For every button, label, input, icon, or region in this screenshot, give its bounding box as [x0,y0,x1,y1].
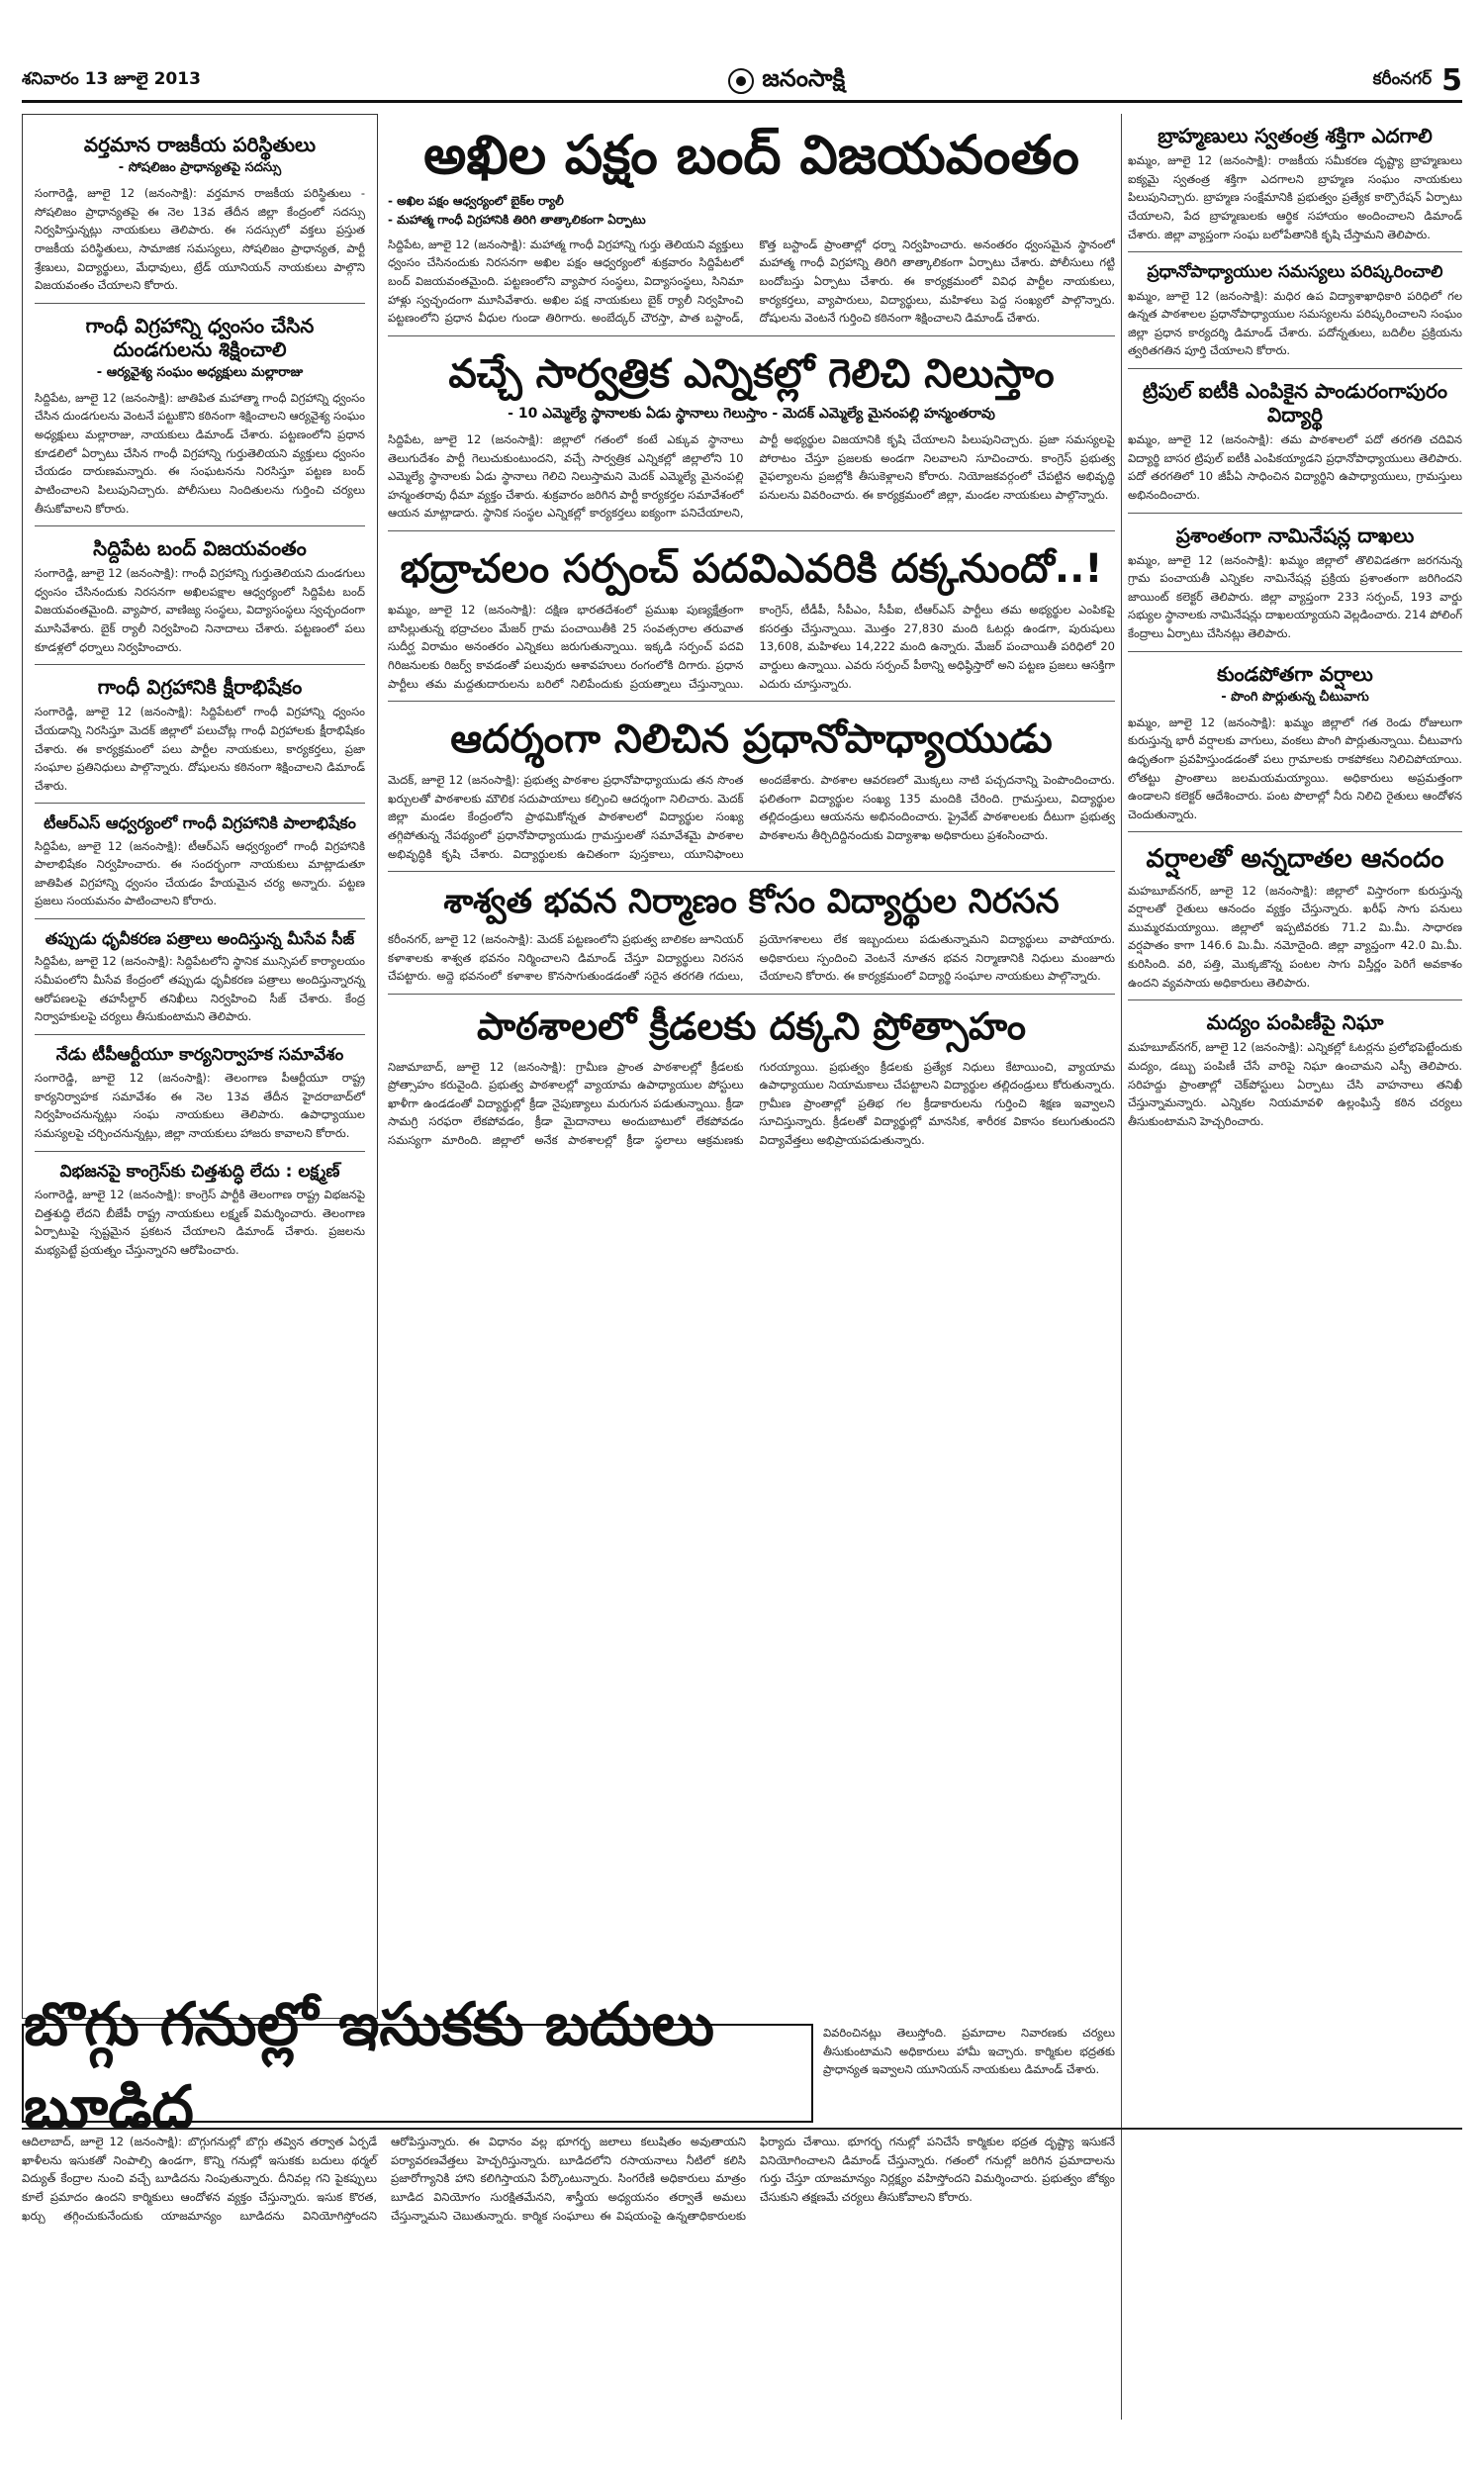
article-body: కరీంనగర్, జూలై 12 (జనంసాక్షి): మెదక్ పట్టణంలోని ప్రభుత్వ బాలికల జూనియర్ కళాశాలకు శాశ్వత భవనం నిర్మించాలని డిమాండ్ చేస్తూ విద్యార్థులు నిరసన చేపట్టారు. అద్దె భవనంలో కళాశాల కొనసాగుతుండడంతో సరైన తరగతి గదులు, ప్రయోగశాలలు లేక ఇబ్బందులు పడుతున్నామని విద్యార్థులు వాపోయారు. అధికారులు స్పందించి వెంటనే నూతన భవన నిర్మాణానికి నిధులు మంజూరు చేయాలని కోరారు. ఈ కార్యక్రమంలో విద్యార్థి సంఘాల నాయకులు పాల్గొన్నారు. [388,932,1115,984]
article-brahmins [1128,124,1462,243]
article-bhadrachalam-sarpanch [388,545,1115,693]
article-liquor-watch [1128,1010,1462,1130]
article-trs-palabhishekam [35,813,365,910]
subheadline: - అఖిల పక్షం ఆధ్వర్యంలో బైక్‌ల ర్యాలీ [388,193,564,208]
article-body: ఖమ్మం, జూలై 12 (జనంసాక్షి): ఖమ్మం జిల్లాలో తొలివిడతగా జరగనున్న గ్రామ పంచాయతీ ఎన్నికల నామినేషన్ల ప్రక్రియ ప్రశాంతంగా జరిగిందని జాయింట్ కలెక్టర్ తెలిపారు. జిల్లా వ్యాప్తంగా 233 సర్పంచ్, 193 వార్డు సభ్యుల స్థానాలకు నామినేషన్లు దాఖలయ్యాయని వెల్లడించారు. 214 పోలింగ్ కేంద్రాలు ఏర్పాటు చేసినట్లు తెలిపారు. [1128,552,1462,641]
article-body: ఖమ్మం, జూలై 12 (జనంసాక్షి): మధిర ఉప విద్యాశాఖాధికారి పరిధిలో గల ఉన్నత పాఠశాలల ప్రధానోపాధ్యాయుల సమస్యలను పరిష్కరించాలని సంఘం జిల్లా ప్రధాన కార్యదర్శి డిమాండ్ చేశారు. పదోన్నతులు, బదిలీల ప్రక్రియను త్వరితగతిన పూర్తి చేయాలని కోరారు. [1128,288,1462,358]
article-body: మహబూబ్‌నగర్, జూలై 12 (జనంసాక్షి): ఎన్నికల్లో ఓటర్లను ప్రలోభపెట్టేందుకు మద్యం, డబ్బు పంపిణీ చేసే వారిపై నిఘా ఉంచామని ఎస్పీ తెలిపారు. సరిహద్దు ప్రాంతాల్లో చెక్‌పోస్టులు ఏర్పాటు చేసి వాహనాలు తనిఖీ చేస్తున్నామన్నారు. ఎన్నికల నియమావళి ఉల్లంఘిస్తే కఠిన చర్యలు తీసుకుంటామని హెచ్చరించారు. [1128,1040,1462,1128]
article-ksheerabhishekam [35,675,365,795]
article-body: సిద్దిపేట, జూలై 12 (జనంసాక్షి): టీఆర్‌ఎస్ ఆధ్వర్యంలో గాంధీ విగ్రహానికి పాలాభిషేకం నిర్వహించారు. ఈ సందర్భంగా నాయకులు మాట్లాడుతూ జాతిపిత విగ్రహాన్ని ధ్వంసం చేయడం హేయమైన చర్య అన్నారు. పట్టణ ప్రజలు సంయమనం పాటించాలని కోరారు. [35,838,365,908]
headline: వర్షాలతో అన్నదాతల ఆనందం [1146,844,1444,875]
headline: ట్రిపుల్ ఐటీకి ఎంపికైన పాండురంగాపురం విద్యార్థి [1143,379,1447,428]
headline: వర్తమాన రాజకీయ పరిస్థితులు [83,133,317,156]
article-body: సంగారెడ్డి, జూలై 12 (జనంసాక్షి): తెలంగాణ పీఆర్టీయూ రాష్ట్ర కార్యనిర్వాహక సమావేశం ఈ నెల 13వ తేదీన హైదరాబాద్‌లో నిర్వహించనున్నట్లు సంఘ నాయకులు తెలిపారు. ఉపాధ్యాయుల సమస్యలపై చర్చించనున్నట్లు, జిల్లా నాయకులు హాజరు కావాలని కోరారు. [35,1071,365,1141]
headline: సిద్దిపేట బంద్ విజయవంతం [93,536,307,561]
article-tprtu-meeting [35,1045,365,1143]
paper-name: జనంసాక్షి [762,63,846,92]
article-body: మెదక్, జూలై 12 (జనంసాక్షి): ప్రభుత్వ పాఠశాల ప్రధానోపాధ్యాయుడు తన సొంత ఖర్చులతో పాఠశాలకు మౌలిక సదుపాయాలు కల్పించి ఆదర్శంగా నిలిచారు. మెదక్ జిల్లా మండల కేంద్రంలోని ప్రాథమికోన్నత పాఠశాలలో విద్యార్థుల సంఖ్య తగ్గిపోతున్న నేపథ్యంలో ప్రధానోపాధ్యాయుడు గ్రామస్తులతో సమావేశమై పాఠశాల అభివృద్ధికి కృషి చేశారు. విద్యార్థులకు ఉచితంగా పుస్తకాలు, యూనిఫాంలు అందజేశారు. పాఠశాల ఆవరణలో మొక్కలు నాటి పచ్చదనాన్ని పెంపొందించారు. ఫలితంగా విద్యార్థుల సంఖ్య 135 మందికి చేరింది. గ్రామస్తులు, విద్యార్థుల తల్లిదండ్రులు ఆయనను అభినందించారు. ప్రైవేట్ పాఠశాలలకు దీటుగా ప్రభుత్వ పాఠశాలను తీర్చిదిద్దినందుకు విద్యాశాఖ అధికారులు ప్రశంసించారు. [388,773,1115,861]
article-body: సిద్దిపేట, జూలై 12 (జనంసాక్షి): జాతిపిత మహాత్మా గాంధీ విగ్రహాన్ని ధ్వంసం చేసిన దుండగులను వెంటనే పట్టుకొని కఠినంగా శిక్షించాలని ఆర్యవైశ్య సంఘం అధ్యక్షులు మల్లారాజు, నాయకులు డిమాండ్ చేశారు. పట్టణంలోని ప్రధాన కూడలిలో ఏర్పాటు చేసిన గాంధీ విగ్రహాన్ని గుర్తుతెలియని వ్యక్తులు ధ్వంసం చేయడం దారుణమన్నారు. ఈ సంఘటనను నిరసిస్తూ పట్టణ బంద్ పాటించాలని పిలుపునిచ్చారు. పోలీసులు నిందితులను గుర్తించి చర్యలు తీసుకోవాలని కోరారు. [35,390,365,516]
logo-emblem-icon [728,68,754,94]
article-body: సంగారెడ్డి, జూలై 12 (జనంసాక్షి): సిద్దిపేటలో గాంధీ విగ్రహాన్ని ధ్వంసం చేయడాన్ని నిరసిస్తూ మెదక్ జిల్లాలో పలుచోట్ల గాంధీ విగ్రహాలకు క్షీరాభిషేకం చేశారు. ఈ కార్యక్రమంలో పలు పార్టీల నాయకులు, కార్యకర్తలు, ప్రజా సంఘాల ప్రతినిధులు పాల్గొన్నారు. దోషులను కఠినంగా శిక్షించాలని డిమాండ్ చేశారు. [35,705,365,793]
headline: గాంధీ విగ్రహాన్ని ధ్వంసం చేసిన దుండగులను శిక్షించాలి [85,313,315,361]
bottom-story-side-text [823,2024,1115,2123]
article-body: నిజామాబాద్, జూలై 12 (జనంసాక్షి): గ్రామీణ ప్రాంత పాఠశాలల్లో క్రీడలకు ప్రోత్సాహం కరువైంది. ప్రభుత్వ పాఠశాలల్లో వ్యాయామ ఉపాధ్యాయుల పోస్టులు ఖాళీగా ఉండడంతో విద్యార్థుల్లో క్రీడా నైపుణ్యాలు మరుగున పడుతున్నాయి. క్రీడా సామగ్రి సరఫరా లేకపోవడం, క్రీడా మైదానాలు అందుబాటులో లేకపోవడం సమస్యగా మారింది. జిల్లాలో అనేక పాఠశాలల్లో క్రీడా స్థలాలు ఆక్రమణకు గురయ్యాయి. ప్రభుత్వం క్రీడలకు ప్రత్యేక నిధులు కేటాయించి, వ్యాయామ ఉపాధ్యాయుల నియామకాలు చేపట్టాలని విద్యార్థుల తల్లిదండ్రులు కోరుతున్నారు. గ్రామీణ ప్రాంతాల్లో ప్రతిభ గల క్రీడాకారులను గుర్తించి శిక్షణ ఇవ్వాలని సూచిస్తున్నారు. క్రీడలతో విద్యార్థుల్లో మానసిక, శారీరక వికాసం కలుగుతుందని విద్యావేత్తలు అభిప్రాయపడుతున్నారు. [388,1059,1115,1148]
article-body: సిద్దిపేట, జూలై 12 (జనంసాక్షి): మహాత్మ గాంధీ విగ్రహాన్ని గుర్తు తెలియని వ్యక్తులు ధ్వంసం చేసినందుకు నిరసనగా అఖిల పక్షం ఆధ్వర్యంలో శుక్రవారం సిద్దిపేటలో బంద్‌ విజయవంతమైంది. పట్టణంలోని వ్యాపార సంస్థలు, విద్యాసంస్థలు, సినిమా హాళ్లు స్వచ్ఛందంగా మూసివేశారు. అఖిల పక్ష నాయకులు బైక్‌ ర్యాలీ నిర్వహించి పట్టణంలోని ప్రధాన వీధుల గుండా తిరిగారు. అంబేద్కర్‌ చౌరస్తా, పాత బస్టాండ్‌, కొత్త బస్టాండ్‌ ప్రాంతాల్లో ధర్నా నిర్వహించారు. అనంతరం ధ్వంసమైన స్థానంలో మహాత్మ గాంధీ విగ్రహాన్ని తిరిగి తాత్కాలికంగా ఏర్పాటు చేశారు. పోలీసులు గట్టి బందోబస్తు ఏర్పాటు చేశారు. ఈ కార్యక్రమంలో వివిధ పార్టీల నాయకులు, కార్యకర్తలు, వ్యాపారులు, విద్యార్థులు, మహిళలు పెద్ద సంఖ్యలో పాల్గొన్నారు. దోషులను వెంటనే గుర్తించి కఠినంగా శిక్షించాలని డిమాండ్‌ చేశారు. [388,237,1115,326]
article-body: సంగారెడ్డి, జూలై 12 (జనంసాక్షి): కాంగ్రెస్ పార్టీకి తెలంగాణ రాష్ట్ర విభజనపై చిత్తశుద్ధి లేదని బీజేపీ రాష్ట్ర నాయకులు లక్ష్మణ్ విమర్శించారు. తెలంగాణ ఏర్పాటుపై స్పష్టమైన ప్రకటన చేయాలని డిమాండ్ చేశారు. ప్రజలను మభ్యపెట్టే ప్రయత్నం చేస్తున్నారని ఆరోపించారు. [35,1188,365,1257]
headline: నేడు టీపీఆర్టీయూ కార్యనిర్వాహక సమావేశం [55,1044,344,1065]
subheadline: - సోషలిజం ప్రాధాన్యతపై సదస్సు [118,160,282,175]
subheadline: - 10 ఎమ్మెల్యే స్థానాలకు ఏడు స్థానాలు గెలుస్తాం - మెదక్ ఎమ్మెల్యే మైనంపల్లి హన్మంతరావు [508,405,995,422]
article-body: సిద్దిపేట, జూలై 12 (జనంసాక్షి): జిల్లాలో గతంలో కంటే ఎక్కువ స్థానాలు తెలుగుదేశం పార్టీ గెలుచుకుంటుందని, వచ్చే సార్వత్రిక ఎన్నికల్లో జిల్లాలోని 10 ఎమ్మెల్యే స్థానాలకు ఏడు స్థానాలు గెలిచి నిలుస్తామని మెదక్ ఎమ్మెల్యే మైనంపల్లి హన్మంతరావు ధీమా వ్యక్తం చేశారు. శుక్రవారం జరిగిన పార్టీ కార్యకర్తల సమావేశంలో ఆయన మాట్లాడారు. స్థానిక సంస్థల ఎన్నికల్లో కార్యకర్తలు ఐక్యంగా పనిచేయాలని, పార్టీ అభ్యర్థుల విజయానికి కృషి చేయాలని పిలుపునిచ్చారు. ప్రజా సమస్యలపై పోరాటం చేస్తూ ప్రజలకు అండగా నిలవాలని సూచించారు. కాంగ్రెస్ ప్రభుత్వ వైఫల్యాలను ప్రజల్లోకి తీసుకెళ్లాలని కోరారు. నియోజకవర్గంలో చేపట్టిన అభివృద్ధి పనులను వివరించారు. ఈ కార్యక్రమంలో జిల్లా, మండల నాయకులు పాల్గొన్నారు. [388,431,1115,521]
article-model-headmaster [388,715,1115,863]
headline: ప్రశాంతంగా నామినేషన్ల దాఖలు [1175,523,1415,547]
article-political-situation [35,133,365,295]
edition-block [1373,63,1462,98]
article-gandhi-statue-punish [35,314,365,518]
article-laxman-congress [35,1162,365,1260]
edition-name: కరీంనగర్ [1372,68,1433,89]
lead-headline: అఖిల పక్షం బంద్ విజయవంతం [423,124,1079,186]
article-students-protest [388,882,1115,986]
headline: శాశ్వత భవన నిర్మాణం కోసం విద్యార్థుల నిరసన [443,882,1060,922]
subheadline: - ఆర్యవైశ్య సంఘం అధ్యక్షులు మల్లారాజు [96,364,304,380]
article-body: సంగారెడ్డి, జూలై 12 (జనంసాక్షి): వర్తమాన రాజకీయ పరిస్థితులు - సోషలిజం ప్రాధాన్యతపై ఈ నెల 13వ తేదీన జిల్లా కేంద్రంలో సదస్సు నిర్వహిస్తున్నట్లు నాయకులు తెలిపారు. ఈ సదస్సులో వక్తలు ప్రస్తుత రాజకీయ పరిస్థితులు, సామాజిక సమస్యలు, సోషలిజం ప్రాధాన్యత, పార్టీ శ్రేణులు, విద్యార్థులు, మేధావులు, ట్రేడ్ యూనియన్ నాయకులు పాల్గొని విజయవంతం చేయాలని కోరారు. [35,186,365,293]
article-body: ఆదిలాబాద్, జూలై 12 (జనంసాక్షి): బొగ్గుగనుల్లో బొగ్గు తవ్విన తర్వాత ఏర్పడే ఖాళీలను ఇసుకతో నింపాల్సి ఉండగా, కొన్ని గనుల్లో ఇసుకకు బదులు థర్మల్ విద్యుత్ కేంద్రాల నుంచి వచ్చే బూడిదను నింపుతున్నారు. దీనివల్ల గని పైకప్పులు కూలే ప్రమాదం ఉందని కార్మికులు ఆందోళన వ్యక్తం చేస్తున్నారు. ఇసుక కొరత, ఖర్చు తగ్గించుకునేందుకు యాజమాన్యం బూడిదను వినియోగిస్తోందని ఆరోపిస్తున్నారు. ఈ విధానం వల్ల భూగర్భ జలాలు కలుషితం అవుతాయని పర్యావరణవేత్తలు హెచ్చరిస్తున్నారు. బూడిదలోని రసాయనాలు నీటిలో కలిసి ప్రజారోగ్యానికి హాని కలిగిస్తాయని పేర్కొంటున్నారు. సింగరేణి అధికారులు మాత్రం బూడిద వినియోగం సురక్షితమేనని, శాస్త్రీయ అధ్యయనం తర్వాతే అమలు చేస్తున్నామని చెబుతున్నారు. కార్మిక సంఘాలు ఈ విషయంపై ఉన్నతాధికారులకు ఫిర్యాదు చేశాయి. భూగర్భ గనుల్లో పనిచేసే కార్మికుల భద్రత దృష్ట్యా ఇసుకనే వినియోగించాలని డిమాండ్ చేస్తున్నారు. గతంలో గనుల్లో జరిగిన ప్రమాదాలను గుర్తు చేస్తూ యాజమాన్యం నిర్లక్ష్యం వహిస్తోందని విమర్శించారు. ప్రభుత్వం జోక్యం చేసుకుని తక్షణమే చర్యలు తీసుకోవాలని కోరారు. [22,2135,1115,2223]
headline: టీఆర్‌ఎస్ ఆధ్వర్యంలో గాంధీ విగ్రహానికి పాలాభిషేకం [44,813,356,833]
article-farmers-joy [1128,844,1462,992]
article-body: ఖమ్మం, జూలై 12 (జనంసాక్షి): ఖమ్మం జిల్లాలో గత రెండు రోజులుగా కురుస్తున్న భారీ వర్షాలకు వాగులు, వంకలు పొంగి పొర్లుతున్నాయి. చీటువాగు ఉధృతంగా ప్రవహిస్తుండడంతో పలు గ్రామాలకు రాకపోకలు నిలిచిపోయాయి. లోతట్టు ప్రాంతాలు జలమయమయ్యాయి. అధికారులు అప్రమత్తంగా ఉండాలని కలెక్టర్ ఆదేశించారు. పంట పొలాల్లో నీరు నిలిచి రైతులు ఆందోళన చెందుతున్నారు. [1128,714,1462,821]
issue-date: శనివారం 13 జూలై 2013 [22,68,201,89]
article-triple-it-student [1128,379,1462,505]
article-body: మహబూబ్‌నగర్, జూలై 12 (జనంసాక్షి): జిల్లాలో విస్తారంగా కురుస్తున్న వర్షాలతో రైతులు ఆనందం వ్యక్తం చేస్తున్నారు. ఖరీఫ్ సాగు పనులు ముమ్మరమయ్యాయి. జిల్లాలో ఇప్పటివరకు 71.2 మి.మీ. సాధారణ వర్షపాతం కాగా 146.6 మి.మీ. నమోదైంది. జిల్లా వ్యాప్తంగా 42.0 మి.మీ. కురిసింది. వరి, పత్తి, మొక్కజొన్న పంటల సాగు విస్తీర్ణం పెరిగే అవకాశం ఉందని వ్యవసాయ అధికారులు తెలిపారు. [1128,883,1462,990]
headline: ఆదర్శంగా నిలిచిన ప్రధానోపాధ్యాయుడు [450,716,1053,763]
headline: విభజనపై కాంగ్రెస్‌కు చిత్తశుద్ధి లేదు : లక్ష్మణ్ [59,1161,340,1182]
article-body: ఖమ్మం, జూలై 12 (జనంసాక్షి): తమ పాఠశాలలో పదో తరగతి చదివిన విద్యార్థి బాసర ట్రిపుల్ ఐటీకి ఎంపికయ్యాడని ప్రధానోపాధ్యాయులు తెలిపారు. పదో తరగతిలో 10 జీపీఏ సాధించిన విద్యార్థిని ఉపాధ్యాయులు, గ్రామస్తులు అభినందించారు. [1128,432,1462,502]
bottom-story-body [22,2133,1115,2420]
headline: కుండపోతగా వర్షాలు [1217,661,1373,686]
masthead [22,61,1462,103]
article-general-elections [388,350,1115,523]
headline: గాంధీ విగ్రహానికి క్షీరాభిషేకం [97,675,303,700]
headline: మద్యం పంపిణీపై నిఘా [1206,1010,1384,1035]
article-body: ఖమ్మం, జూలై 12 (జనంసాక్షి): దక్షిణ భారతదేశంలో ప్రముఖ పుణ్యక్షేత్రంగా బాసిల్లుతున్న భద్రాచలం మేజర్ గ్రామ పంచాయితీకి 25 సంవత్సరాల తరువాత సుదీర్ఘ విరామం అనంతరం ఎన్నికలు జరుగుతున్నాయి. ఇక్కడి సర్పంచ్ పదవి గిరిజనులకు రిజర్వ్ కావడంతో పలువురు ఆశావహులు రంగంలోకి దిగారు. ప్రధాన పార్టీలు తమ మద్దతుదారులను బరిలో నిలిపేందుకు ప్రయత్నాలు చేస్తున్నాయి. కాంగ్రెస్, టీడీపీ, సీపీఎం, సీపీఐ, టీఆర్‌ఎస్ పార్టీలు తమ అభ్యర్థుల ఎంపికపై కసరత్తు చేస్తున్నాయి. మొత్తం 27,830 మంది ఓటర్లు ఉండగా, పురుషులు 13,608, మహిళలు 14,222 మంది ఉన్నారు. మేజర్ పంచాయితీ పరిధిలో 20 వార్డులు ఉన్నాయి. ఎవరు సర్పంచ్ పీఠాన్ని అధిష్ఠిస్తారో అని పట్టణ ప్రజలు ఆసక్తిగా ఎదురు చూస్తున్నారు. [388,603,1115,691]
headline: వచ్చే సార్వత్రిక ఎన్నికల్లో గెలిచి నిలుస్తాం [448,350,1055,397]
headline: ప్రధానోపాధ్యాయుల సమస్యలు పరిష్కరించాలి [1147,262,1443,283]
page-number: 5 [1441,63,1462,98]
right-column [1128,114,1462,2420]
article-school-sports [388,1004,1115,1150]
headline: భద్రాచలం సర్పంచ్ పదవిఎవరికి దక్కనుందో..! [400,546,1103,593]
headline: పాఠశాలలో క్రీడలకు దక్కని ప్రోత్సాహం [476,1003,1027,1048]
headline: తప్పుడు ధృవీకరణ పత్రాలు అందిస్తున్న మీసేవ సీజ్ [45,929,355,949]
headline: బ్రాహ్మణులు స్వతంత్ర శక్తిగా ఎదగాలి [1158,124,1433,147]
left-column [22,114,378,2019]
subheadline: - పొంగి పొర్లుతున్న చీటువాగు [1221,689,1369,705]
subheadline: - మహాత్మ గాంధీ విగ్రహానికి తిరిగి తాత్కాలికంగా ఏర్పాటు [388,212,646,227]
article-headmasters-issues [1128,262,1462,360]
headline: బొగ్గు గనుల్లో ఇసుకకు బదులు బూడిద [24,1990,715,2142]
middle-column [388,114,1115,2019]
article-body: సిద్దిపేట, జూలై 12 (జనంసాక్షి): సిద్దిపేటలోని స్థానిక మున్సిపల్ కార్యాలయం సమీపంలోని మీసేవ కేంద్రంలో తప్పుడు ధృవీకరణ పత్రాలు అందిస్తున్నారన్న ఆరోపణలపై తహసీల్దార్ తనిఖీలు నిర్వహించి సీజ్ చేశారు. కేంద్ర నిర్వాహకులపై చర్యలు తీసుకుంటామని తెలిపారు. [35,954,365,1024]
article-body: సంగారెడ్డి, జూలై 12 (జనంసాక్షి): గాంధీ విగ్రహాన్ని గుర్తుతెలియని దుండగులు ధ్వంసం చేసినందుకు నిరసనగా అఖిలపక్షాల ఆధ్వర్యంలో సిద్దిపేట బంద్ విజయవంతమైంది. వ్యాపార, వాణిజ్య సంస్థలు, విద్యాసంస్థలు స్వచ్ఛందంగా మూసివేశారు. బైక్ ర్యాలీ నిర్వహించి నినాదాలు చేశారు. పట్టణంలో పలు కూడళ్లలో ధర్నాలు నిర్వహించారు. [35,566,365,654]
paper-logo [728,64,845,98]
article-body: ఖమ్మం, జూలై 12 (జనంసాక్షి): రాజకీయ సమీకరణ దృష్ట్యా బ్రాహ్మణులు ఐక్యమై స్వతంత్ర శక్తిగా ఎదగాలని బ్రాహ్మణ సంఘం నాయకులు పిలుపునిచ్చారు. బ్రాహ్మణ సంక్షేమానికి ప్రభుత్వం ప్రత్యేక కార్పొరేషన్ ఏర్పాటు చేయాలని, పేద బ్రాహ్మణులకు ఆర్థిక సహాయం అందించాలని డిమాండ్ చేశారు. జిల్లా వ్యాప్తంగా సంఘ బలోపేతానికి కృషి చేస్తామని తెలిపారు. [1128,153,1462,241]
article-heavy-rains [1128,662,1462,824]
bottom-story-headline-box [22,1990,813,2142]
article-all-party-bandh [388,124,1115,328]
article-body: వివరించినట్లు తెలుస్తోంది. ప్రమాదాల నివారణకు చర్యలు తీసుకుంటామని అధికారులు హామీ ఇచ్చారు. కార్మికుల భద్రతకు ప్రాధాన్యత ఇవ్వాలని యూనియన్ నాయకులు డిమాండ్ చేశారు. [823,2026,1115,2077]
article-siddipet-bandh [35,536,365,656]
article-nominations [1128,523,1462,643]
article-meeseva-seized [35,929,365,1026]
